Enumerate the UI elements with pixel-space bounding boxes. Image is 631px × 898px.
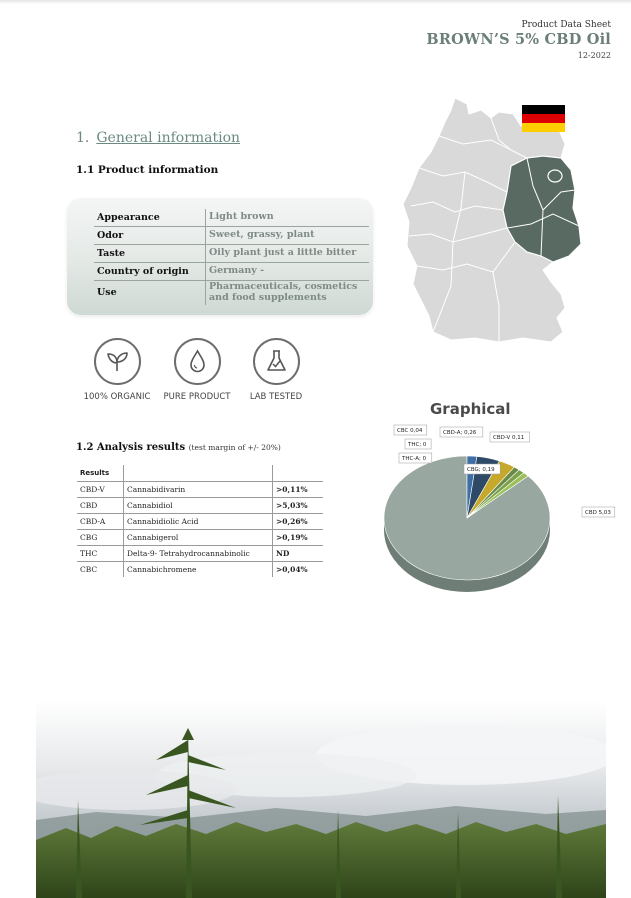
- data-label-cbd-a: [440, 427, 483, 437]
- info-row: [94, 281, 369, 305]
- product-info-heading: 1.1 Product information: [76, 164, 219, 176]
- badge-pure: [152, 338, 242, 402]
- analysis-heading-text: 1.2 Analysis results: [76, 442, 186, 453]
- badge-lab: [231, 338, 321, 402]
- svg-text:CBD-V 0,11: CBD-V 0,11: [493, 435, 525, 441]
- hemp-crop: [36, 822, 606, 898]
- drop-icon: [174, 338, 221, 385]
- row-code: CBG: [77, 530, 124, 546]
- germany-map: [403, 96, 588, 346]
- data-label-thc-a: [399, 453, 432, 463]
- row-code: CBD: [77, 498, 124, 514]
- info-key: Country of origin: [94, 263, 206, 281]
- svg-text:CBG; 0,19: CBG; 0,19: [467, 467, 495, 473]
- info-value: Light brown: [206, 209, 370, 227]
- top-border: [0, 0, 631, 4]
- table-header-row: [77, 465, 323, 482]
- row-name: Cannabidiolic Acid: [124, 514, 273, 530]
- badge-label: PURE PRODUCT: [163, 392, 231, 402]
- data-label-cbd-v: [490, 432, 530, 442]
- info-value: Germany -: [206, 263, 370, 281]
- table-row: [77, 562, 323, 578]
- hemp-field-image: [36, 700, 606, 898]
- info-key: Appearance: [94, 209, 206, 227]
- badge-label: 100% ORGANIC: [83, 392, 151, 402]
- table-row: [77, 514, 323, 530]
- chart-title: Graphical: [430, 400, 511, 418]
- row-code: CBD-V: [77, 482, 124, 498]
- badge-organic: [72, 338, 162, 402]
- flag-stripe-red: [522, 114, 565, 123]
- row-value: >0,26%: [273, 514, 324, 530]
- data-label-cbg: [464, 464, 500, 474]
- row-name: Cannabidivarin: [124, 482, 273, 498]
- analysis-table: [77, 465, 323, 577]
- table-row: [77, 546, 323, 562]
- row-name: Cannabidiol: [124, 498, 273, 514]
- section-number: 1.: [76, 130, 90, 146]
- info-row: [94, 263, 369, 281]
- svg-text:CBC 0,04: CBC 0,04: [397, 428, 423, 434]
- row-code: CBD-A: [77, 514, 124, 530]
- row-value: >0,19%: [273, 530, 324, 546]
- info-value: Sweet, grassy, plant: [206, 227, 370, 245]
- leaf-icon: [94, 338, 141, 385]
- header-results: Results: [77, 465, 124, 482]
- svg-text:CBD-A; 0,26: CBD-A; 0,26: [443, 430, 477, 436]
- info-row: [94, 209, 369, 227]
- row-value: >5,03%: [273, 498, 324, 514]
- analysis-heading: [76, 442, 281, 453]
- info-row: [94, 245, 369, 263]
- table-row: [77, 498, 323, 514]
- data-label-thc: [405, 439, 431, 449]
- table-row: [77, 530, 323, 546]
- svg-text:THC-A; 0: THC-A; 0: [402, 456, 427, 462]
- header-name: [124, 465, 273, 482]
- info-key: Use: [94, 281, 206, 305]
- row-value: ND: [273, 546, 324, 562]
- flag-stripe-gold: [522, 123, 565, 132]
- cannabinoid-pie-chart: [372, 418, 627, 593]
- row-name: Cannabigerol: [124, 530, 273, 546]
- info-row: [94, 227, 369, 245]
- table-row: [77, 482, 323, 498]
- svg-text:CBD 5,03: CBD 5,03: [585, 510, 611, 516]
- germany-flag: [522, 105, 565, 132]
- data-label-cbc: [394, 425, 427, 435]
- product-info-table: [94, 209, 369, 305]
- row-value: >0,04%: [273, 562, 324, 578]
- header-value: [273, 465, 324, 482]
- badge-label: LAB TESTED: [249, 392, 303, 402]
- info-key: Odor: [94, 227, 206, 245]
- svg-text:THC; 0: THC; 0: [408, 442, 427, 448]
- analysis-note: (test margin of +/- 20%): [188, 443, 281, 452]
- row-name: Cannabichromene: [124, 562, 273, 578]
- document-date: 12-2022: [577, 51, 611, 60]
- doc-type-label: Product Data Sheet: [521, 20, 611, 30]
- flag-stripe-black: [522, 105, 565, 114]
- flask-icon: [253, 338, 300, 385]
- section-title: [76, 130, 240, 146]
- info-key: Taste: [94, 245, 206, 263]
- row-code: THC: [77, 546, 124, 562]
- info-value: Pharmaceuticals, cosmetics and food supplements: [209, 281, 358, 303]
- section-heading: General information: [96, 130, 241, 146]
- data-label-cbd: [582, 507, 615, 517]
- row-value: >0,11%: [273, 482, 324, 498]
- info-value: Oily plant just a little bitter: [206, 245, 370, 263]
- row-code: CBC: [80, 565, 98, 574]
- document-header: [426, 20, 611, 60]
- product-title: BROWN’S 5% CBD Oil: [426, 31, 611, 48]
- row-name: Delta-9- Tetrahydrocannabinolic: [124, 546, 273, 562]
